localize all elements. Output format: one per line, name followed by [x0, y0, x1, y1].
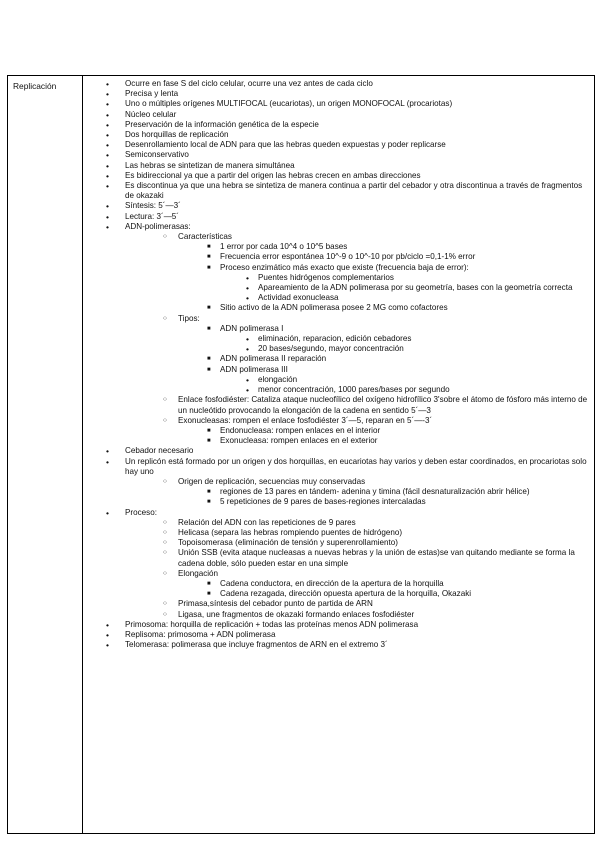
list-item-level-1	[94, 161, 590, 171]
list-item-text: Replisoma: primosoma + ADN polimerasa	[125, 629, 276, 639]
list-item-level-2	[156, 610, 590, 620]
list-item-level-2	[156, 314, 590, 396]
list-item-level-3	[200, 263, 590, 304]
bullet-list	[94, 79, 590, 650]
list-item-text: Topoisomerasa (eliminación de tensión y superenrollamiento)	[178, 538, 398, 548]
list-item-level-2	[156, 528, 590, 538]
list-item-text: Puentes hidrógenos complementarios	[258, 272, 394, 282]
list-item-level-1	[94, 446, 590, 456]
list-item-text: Endonucleasa: rompen enlaces en el interior	[220, 425, 381, 435]
list-item-text: Helicasa (separa las hebras rompiendo puentes de hidrógeno)	[178, 527, 403, 537]
list-item-text: Cadena rezagada, dirección opuesta apertura de la horquilla, Okazaki	[220, 589, 472, 599]
list-item-level-2	[156, 477, 590, 508]
sub-list	[125, 518, 590, 620]
list-item-level-3	[200, 579, 590, 589]
sub-list	[220, 273, 590, 304]
list-item-text: 1 error por cada 10^4 o 10^5 bases	[220, 242, 348, 252]
list-item-level-2	[156, 416, 590, 447]
list-item-text: Telomerasa: polimerasa que incluye fragmentos de ARN en el extremo 3´	[125, 640, 388, 650]
list-item-level-2	[156, 518, 590, 528]
list-item-level-1	[94, 171, 590, 181]
list-item-level-4	[240, 283, 590, 293]
list-item-level-1	[94, 120, 590, 130]
list-item-text: Frecuencia error espontánea 10^-9 o 10^-10 por pb/ciclo =0,1-1% error	[220, 252, 476, 262]
sub-list	[220, 375, 590, 395]
list-item-level-4	[240, 375, 590, 385]
list-item-level-4	[240, 344, 590, 354]
list-item-text: Un replicón está formado por un origen y dos horquillas, en eucariotas hay varios y deben estar coordinados, en procariotas solo hay uno	[125, 456, 587, 476]
list-item-text: Actividad exonucleasa	[258, 293, 339, 303]
list-item-text: Preservación de la información genética de la especie	[125, 119, 319, 129]
list-item-text: Enlace fosfodiéster: Cataliza ataque nucleofílico del oxígeno hidrofílico 3'sobre el átomo de fósforo más interno de un nucleótido provocando la elongación de la cadena en sentido 5´—3	[178, 395, 588, 415]
list-item-level-1	[94, 620, 590, 630]
list-item-text: ADN polimerasa I	[220, 323, 284, 333]
list-item-text: Cadena conductora, en dirección de la apertura de la horquilla	[220, 578, 444, 588]
sub-list	[178, 579, 590, 599]
list-item-level-1	[94, 222, 590, 446]
list-item-level-1	[94, 130, 590, 140]
list-item-text: Tipos:	[178, 313, 200, 323]
list-item-level-4	[240, 385, 590, 395]
list-item-level-3	[200, 252, 590, 262]
list-item-level-1	[94, 110, 590, 120]
list-item-level-3	[200, 589, 590, 599]
list-item-text: Proceso enzimático más exacto que existe (frecuencia baja de error):	[220, 262, 469, 272]
list-item-text: Núcleo celular	[125, 109, 177, 119]
list-item-text: Apareamiento de la ADN polimerasa por su geometría, bases con la geometría correcta	[258, 283, 573, 293]
list-item-level-1	[94, 99, 590, 109]
list-item-text: Es discontinua ya que una hebra se sintetiza de manera continua a partir del cebador y otra discontinua a través de fragmentos de okazaki	[125, 181, 583, 201]
list-item-level-3	[200, 242, 590, 252]
list-item-text: Relación del ADN con las repeticiones de 9 pares	[178, 517, 356, 527]
list-item-text: Dos horquillas de replicación	[125, 130, 229, 140]
list-item-level-1	[94, 212, 590, 222]
list-item-level-1	[94, 181, 590, 201]
list-item-text: Ligasa, une fragmentos de okazaki formando enlaces fosfodiéster	[178, 609, 415, 619]
list-item-level-3	[200, 426, 590, 436]
sub-list	[178, 487, 590, 507]
list-item-text: eliminación, reparacion, edición cebadores	[258, 334, 412, 344]
list-item-level-1	[94, 508, 590, 620]
list-item-level-1	[94, 89, 590, 99]
list-item-level-4	[240, 273, 590, 283]
list-item-text: Las hebras se sintetizan de manera simultánea	[125, 160, 295, 170]
notes-table	[7, 75, 595, 834]
column-divider	[82, 76, 83, 833]
list-item-level-2	[156, 548, 590, 568]
list-item-text: Precisa y lenta	[125, 89, 179, 99]
list-item-level-2	[156, 395, 590, 415]
list-item-level-2	[156, 232, 590, 314]
list-item-level-3	[200, 324, 590, 355]
list-item-text: Cebador necesario	[125, 446, 194, 456]
list-item-level-1	[94, 140, 590, 150]
list-item-text: Síntesis: 5´—3´	[125, 201, 181, 211]
list-item-text: Proceso:	[125, 507, 157, 517]
list-item-level-4	[240, 293, 590, 303]
list-item-text: Primasa,síntesis del cebador punto de partida de ARN	[178, 599, 373, 609]
list-item-text: 5 repeticiones de 9 pares de bases-regiones intercaladas	[220, 497, 426, 507]
list-item-level-3	[200, 354, 590, 364]
list-item-level-2	[156, 599, 590, 609]
list-item-text: 20 bases/segundo, mayor concentración	[258, 344, 404, 354]
list-item-level-1	[94, 150, 590, 160]
list-item-text: ADN polimerasa II reparación	[220, 354, 327, 364]
list-item-level-3	[200, 436, 590, 446]
sub-list	[125, 477, 590, 508]
list-item-level-1	[94, 640, 590, 650]
list-item-text: ADN polimerasa III	[220, 364, 288, 374]
list-item-text: regiones de 13 pares en tándem- adenina y timina (fácil desnaturalización abrir hélice)	[220, 487, 530, 497]
list-item-text: Características	[178, 232, 232, 242]
list-item-text: Exonucleasa: rompen enlaces en el exterior	[220, 436, 378, 446]
section-label: Replicación	[13, 81, 57, 91]
list-item-level-3	[200, 365, 590, 396]
list-item-text: Desenrollamiento local de ADN para que las hebras queden expuestas y poder replicarse	[125, 140, 446, 150]
list-item-level-3	[200, 487, 590, 497]
list-item-level-2	[156, 569, 590, 600]
list-item-text: Exonucleasas: rompen el enlace fosfodiéster 3´—5, reparan en 5´—-3´	[178, 415, 433, 425]
list-item-text: menor concentración, 1000 pares/bases por segundo	[258, 385, 450, 395]
list-item-text: Lectura: 3´—5´	[125, 211, 179, 221]
sub-list	[178, 324, 590, 395]
list-item-text: Es bidireccional ya que a partir del origen las hebras crecen en ambas direcciones	[125, 170, 421, 180]
list-item-text: Sitio activo de la ADN polimerasa posee 2 MG como cofactores	[220, 303, 448, 313]
list-item-level-3	[200, 497, 590, 507]
sub-list	[178, 242, 590, 313]
list-item-level-1	[94, 201, 590, 211]
list-item-text: Primosoma: horquilla de replicación + todas las proteínas menos ADN polimerasa	[125, 619, 419, 629]
list-item-text: Origen de replicación, secuencias muy conservadas	[178, 476, 366, 486]
sub-list	[178, 426, 590, 446]
list-item-level-1	[94, 457, 590, 508]
list-item-text: Ocurre en fase S del ciclo celular, ocurre una vez antes de cada ciclo	[125, 79, 373, 88]
sub-list	[220, 334, 590, 354]
list-item-level-2	[156, 538, 590, 548]
sub-list	[125, 232, 590, 446]
list-item-text: Uno o múltiples orígenes MULTIFOCAL (eucariotas), un origen MONOFOCAL (procariotas)	[125, 99, 453, 109]
list-item-level-4	[240, 334, 590, 344]
list-item-text: elongación	[258, 374, 298, 384]
list-item-text: Unión SSB (evita ataque nucleasas a nuevas hebras y la unión de estas)se van quitando mediante se forma la cadena doble, sólo pueden estar en una simple	[178, 548, 575, 568]
notes-content	[94, 79, 590, 650]
list-item-level-1	[94, 79, 590, 89]
list-item-text: ADN-polimerasas:	[125, 221, 191, 231]
list-item-level-1	[94, 630, 590, 640]
list-item-text: Elongación	[178, 568, 219, 578]
list-item-level-3	[200, 303, 590, 313]
list-item-text: Semiconservativo	[125, 150, 189, 160]
